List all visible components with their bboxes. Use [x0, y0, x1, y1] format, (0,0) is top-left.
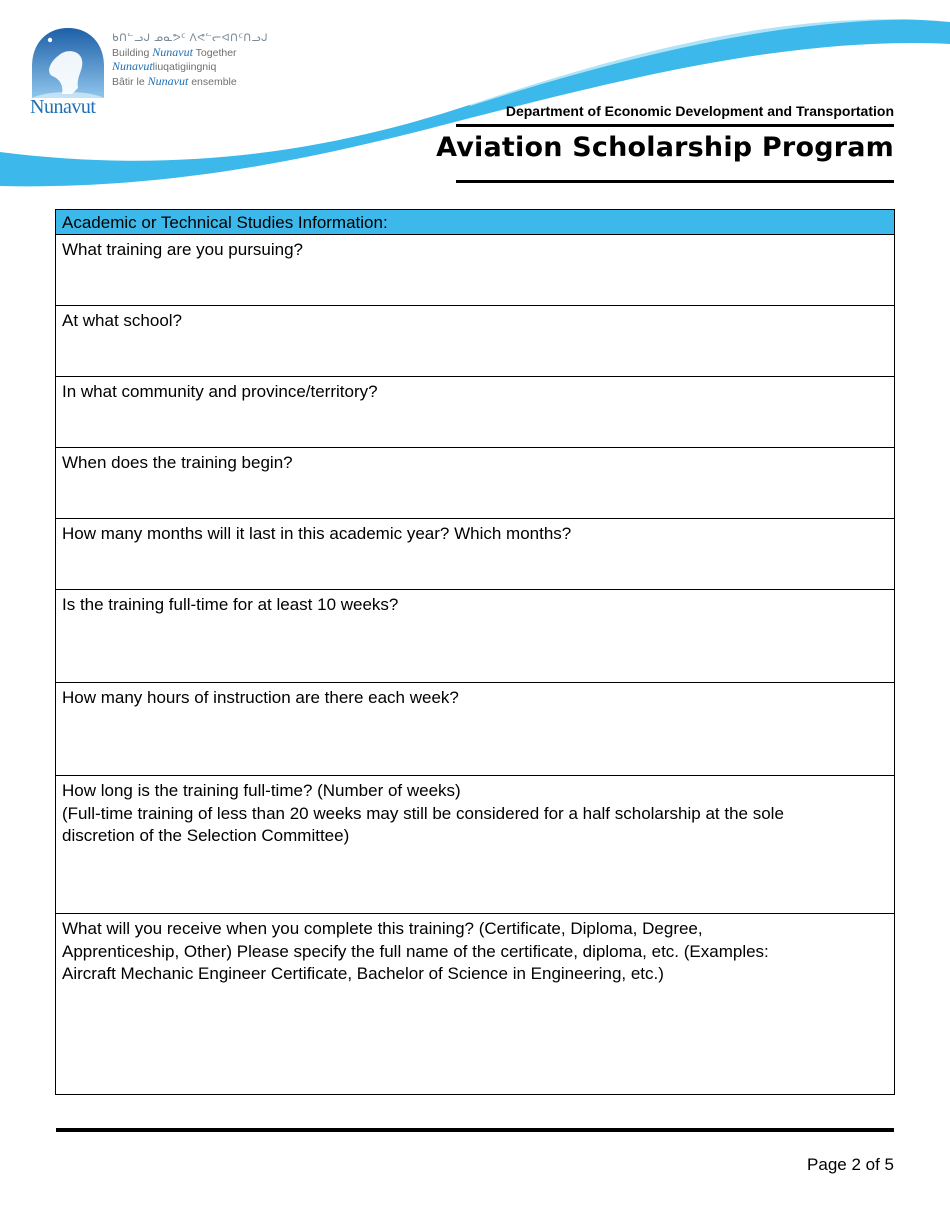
question-label: Is the training full-time for at least 10 weeks? [62, 595, 399, 614]
page-number: Page 2 of 5 [807, 1155, 894, 1174]
question-label: Aircraft Mechanic Engineer Certificate, Bachelor of Science in Engineering, etc.) [62, 964, 664, 983]
question-field[interactable] [56, 776, 894, 914]
question-label: How many hours of instruction are there each week? [62, 688, 459, 707]
program-title: Aviation Scholarship Program [436, 132, 894, 163]
question-field[interactable] [56, 590, 894, 683]
question-label: How long is the training full-time? (Number of weeks) [62, 781, 461, 800]
footer-rule [56, 1128, 894, 1132]
tagline-syllabics: ᑲᑎᓪᓗᒍ ᓄᓇᕗᑦ ᐱᕙᓪᓕᐊᑎᑦᑎᓗᒍ [112, 32, 269, 44]
header-swoosh [0, 0, 950, 200]
question-label: At what school? [62, 311, 183, 330]
question-field[interactable] [56, 914, 894, 1095]
question-label: How many months will it last in this academic year? Which months? [62, 524, 572, 543]
tagline-inuinnaqtun: Nunavutliuqatigiingniq [112, 59, 217, 73]
header-rule-top [456, 124, 894, 127]
studies-info-form [55, 209, 895, 1095]
tagline-english: Building Nunavut Together [112, 44, 237, 59]
question-label: What will you receive when you complete this training? (Certificate, Diploma, Degree, [62, 919, 703, 938]
question-label: What training are you pursuing? [62, 240, 303, 259]
question-field[interactable] [56, 519, 894, 590]
logo-wordmark: Nunavut [30, 96, 96, 118]
question-field[interactable] [56, 377, 894, 448]
question-field[interactable] [56, 683, 894, 776]
section-title: Academic or Technical Studies Information: [56, 210, 894, 235]
question-label: In what community and province/territory? [62, 382, 378, 401]
question-field[interactable] [56, 235, 894, 306]
tagline [112, 32, 268, 89]
header-rule-bottom [456, 180, 894, 183]
tagline-french: Bâtir le Nunavut ensemble [112, 73, 237, 88]
department-name: Department of Economic Development and Transportation [505, 103, 894, 119]
question-label: Apprenticeship, Other) Please specify the full name of the certificate, diploma, etc. (Examples: [62, 941, 769, 961]
question-label: (Full-time training of less than 20 weeks may still be considered for a half scholarship at the sole [62, 803, 784, 823]
question-field[interactable] [56, 306, 894, 377]
question-label: When does the training begin? [62, 453, 293, 472]
question-field[interactable] [56, 448, 894, 519]
question-label: discretion of the Selection Committee) [62, 826, 350, 845]
